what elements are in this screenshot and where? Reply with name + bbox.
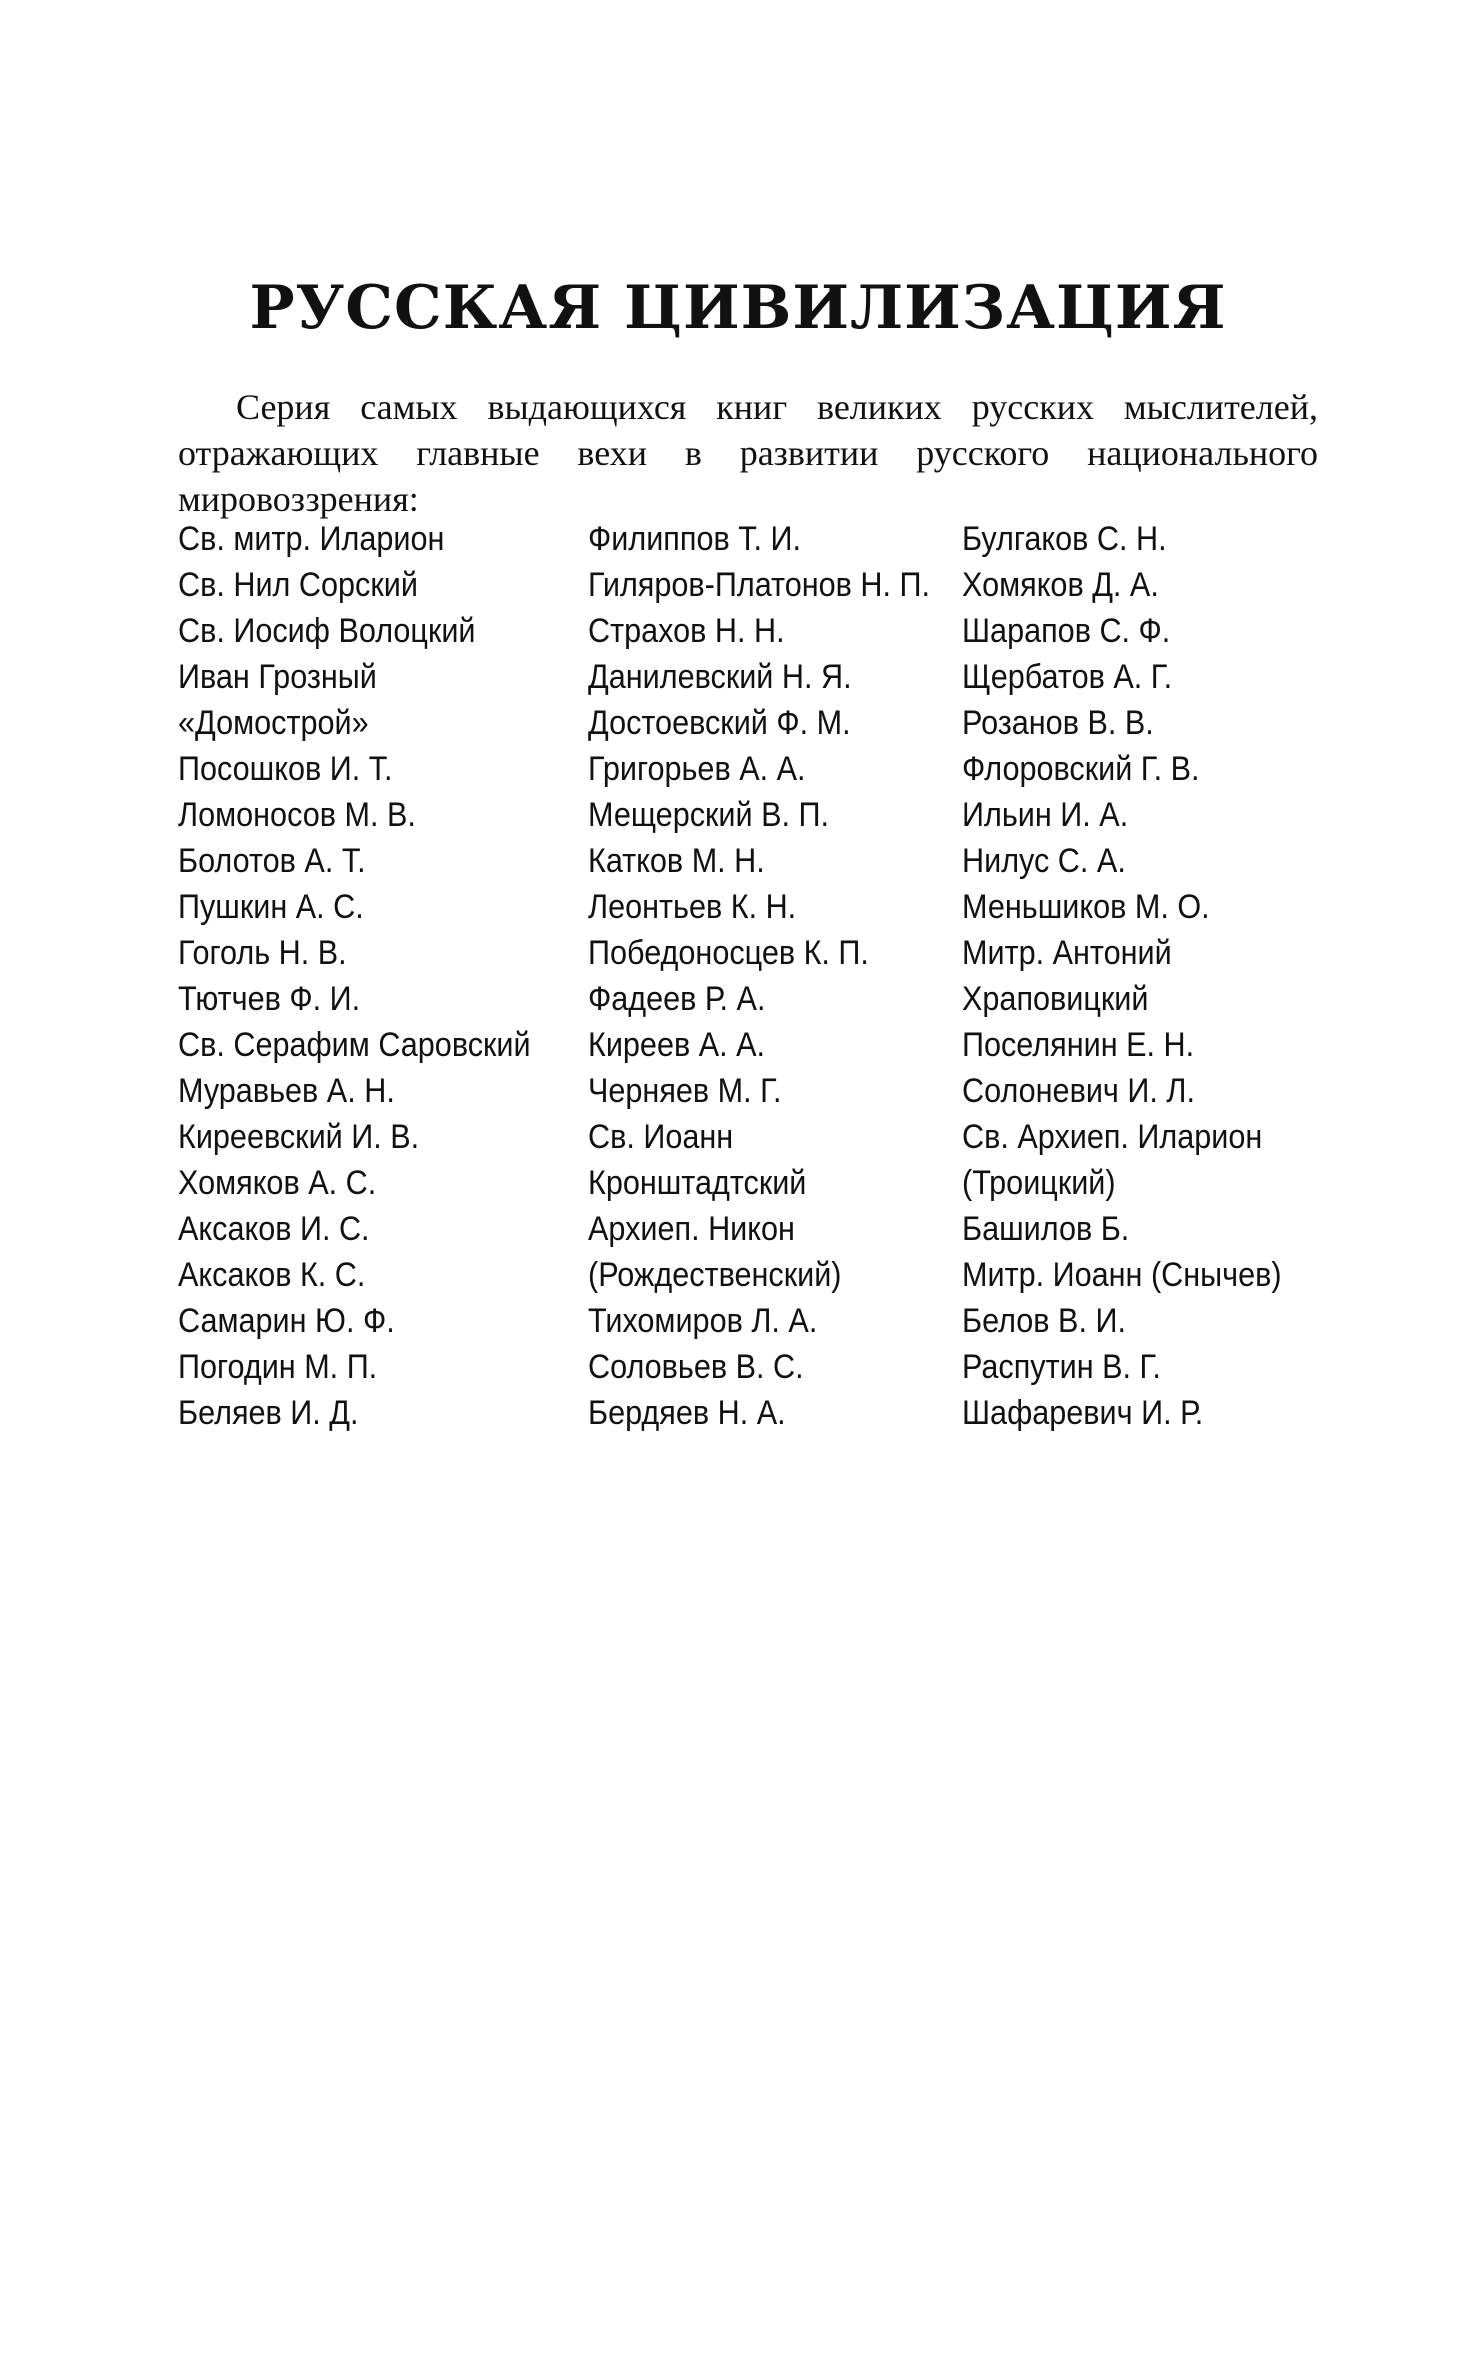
author-column-3 xyxy=(962,516,1282,1436)
author-entry: Шафаревич И. Р. xyxy=(962,1394,1204,1432)
author-entry: Аксаков К. С. xyxy=(178,1256,366,1294)
author-entry: Беляев И. Д. xyxy=(178,1394,359,1432)
author-entry: Белов В. И. xyxy=(962,1302,1126,1340)
author-entry: Булгаков С. Н. xyxy=(962,520,1167,558)
author-entry: Достоевский Ф. М. xyxy=(588,704,851,742)
author-entry: Филиппов Т. И. xyxy=(588,520,802,558)
author-entry: Посошков И. Т. xyxy=(178,750,393,788)
author-entry: Ильин И. А. xyxy=(962,796,1129,834)
author-entry: Катков М. Н. xyxy=(588,842,765,880)
author-entry: Распутин В. Г. xyxy=(962,1348,1161,1386)
author-entry: Пушкин А. С. xyxy=(178,888,364,926)
author-entry: Самарин Ю. Ф. xyxy=(178,1302,395,1340)
author-entry: Поселянин Е. Н. xyxy=(962,1026,1195,1064)
author-entry: Страхов Н. Н. xyxy=(588,612,785,650)
author-entry: Киреев А. А. xyxy=(588,1026,766,1064)
series-title: РУССКАЯ ЦИВИЛИЗАЦИЯ xyxy=(249,273,1227,343)
author-column-1 xyxy=(178,516,531,1436)
author-entry: Св. Иоанн xyxy=(588,1118,734,1156)
author-entry: Хомяков А. С. xyxy=(178,1164,377,1202)
author-entry: Архиеп. Никон xyxy=(588,1210,795,1248)
author-entry: Св. Иосиф Волоцкий xyxy=(178,612,476,650)
author-entry: Башилов Б. xyxy=(962,1210,1130,1248)
author-entry: Гиляров-Платонов Н. П. xyxy=(588,566,931,604)
author-entry: Митр. Иоанн (Снычев) xyxy=(962,1256,1282,1294)
author-entry: Соловьев В. С. xyxy=(588,1348,804,1386)
description-line-3: мировоззрения: xyxy=(178,479,419,519)
author-entry: Храповицкий xyxy=(962,980,1149,1018)
author-entry: Розанов В. В. xyxy=(962,704,1154,742)
author-entry: Св. митр. Иларион xyxy=(178,520,445,558)
author-entry: Ломоносов М. В. xyxy=(178,796,416,834)
author-entry: Данилевский Н. Я. xyxy=(588,658,852,696)
author-entry: Шарапов С. Ф. xyxy=(962,612,1171,650)
author-entry: «Домострой» xyxy=(178,704,369,742)
author-entry: Тихомиров Л. А. xyxy=(588,1302,818,1340)
author-entry: (Рождественский) xyxy=(588,1256,842,1294)
description-line-2: отражающих главные вехи в развитии русского национального xyxy=(178,433,1318,473)
author-entry: Митр. Антоний xyxy=(962,934,1172,972)
description-line-1: Серия самых выдающихся книг великих русских мыслителей, xyxy=(236,387,1318,427)
author-entry: Гоголь Н. В. xyxy=(178,934,347,972)
author-entry: Щербатов А. Г. xyxy=(962,658,1173,696)
author-entry: Иван Грозный xyxy=(178,658,377,696)
author-entry: Фадеев Р. А. xyxy=(588,980,766,1018)
author-entry: Хомяков Д. А. xyxy=(962,566,1159,604)
author-entry: Муравьев А. Н. xyxy=(178,1072,395,1110)
author-entry: Мещерский В. П. xyxy=(588,796,830,834)
author-entry: Погодин М. П. xyxy=(178,1348,378,1386)
author-entry: Болотов А. Т. xyxy=(178,842,366,880)
author-column-2 xyxy=(588,516,930,1436)
author-entry: Меньшиков М. О. xyxy=(962,888,1210,926)
author-entry: Флоровский Г. В. xyxy=(962,750,1200,788)
author-entry: Бердяев Н. А. xyxy=(588,1394,786,1432)
series-description xyxy=(178,384,1318,522)
author-entry: Нилус С. А. xyxy=(962,842,1126,880)
author-entry: Тютчев Ф. И. xyxy=(178,980,361,1018)
author-entry: Св. Серафим Саровский xyxy=(178,1026,531,1064)
author-entry: (Троицкий) xyxy=(962,1164,1116,1202)
author-entry: Св. Архиеп. Иларион xyxy=(962,1118,1263,1156)
author-entry: Григорьев А. А. xyxy=(588,750,806,788)
author-entry: Победоносцев К. П. xyxy=(588,934,869,972)
author-entry: Леонтьев К. Н. xyxy=(588,888,797,926)
author-entry: Аксаков И. С. xyxy=(178,1210,370,1248)
author-entry: Солоневич И. Л. xyxy=(962,1072,1195,1110)
author-entry: Св. Нил Сорский xyxy=(178,566,418,604)
author-entry: Черняев М. Г. xyxy=(588,1072,782,1110)
author-entry: Киреевский И. В. xyxy=(178,1118,420,1156)
author-entry: Кронштадтский xyxy=(588,1164,807,1202)
